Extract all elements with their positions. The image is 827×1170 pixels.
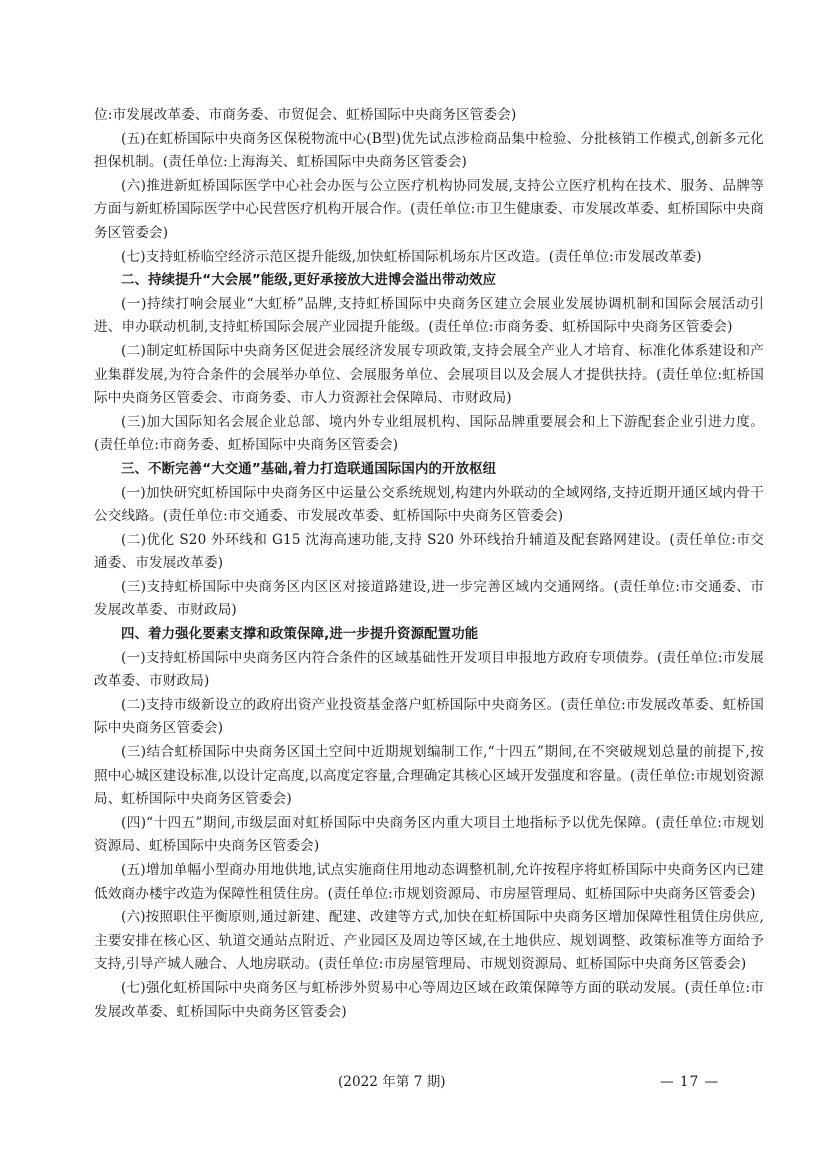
paragraph-item: (三)结合虹桥国际中央商务区国土空间中近期规划编制工作,“十四五”期间,在不突破规划总量的前提下,按照中心城区建设标准,以设计定高度,以高度定容量,合理确定其核心区域开发强度和容量。(责任单位:市规划资源局、虹桥国际中央商务区管委会) [94, 744, 764, 808]
paragraph-continuation: 位:市发展改革委、市商务委、市贸促会、虹桥国际中央商务区管委会) [94, 107, 517, 123]
section-heading: 二、持续提升“大会展”能级,更好承接放大进博会溢出带动效应 [121, 273, 497, 289]
paragraph-item: (四)“十四五”期间,市级层面对虹桥国际中央商务区内重大项目土地指标予以优先保障。(责任单位:市规划资源局、虹桥国际中央商务区管委会) [94, 814, 764, 855]
paragraph-item: (二)制定虹桥国际中央商务区促进会展经济发展专项政策,支持会展全产业人才培育、标准化体系建设和产业集群发展,为符合条件的会展举办单位、会展服务单位、会展项目以及会展人才提供扶持。(责任单位:虹桥国际中央商务区管委会、市商务委、市人力资源社会保障局、市财政局) [94, 342, 764, 407]
paragraph-item: (三)加大国际知名会展企业总部、境内外专业组展机构、国际品牌重要展会和上下游配套企业引进力度。(责任单位:市商务委、虹桥国际中央商务区管委会) [94, 413, 764, 454]
paragraph-item: (一)加快研究虹桥国际中央商务区中运量公交系统规划,构建内外联动的全域网络,支持近期开通区域内骨干公交线路。(责任单位:市交通委、市发展改革委、虹桥国际中央商务区管委会) [94, 484, 764, 525]
section-heading: 三、不断完善“大交通”基础,着力打造联通国际国内的开放枢纽 [121, 461, 497, 477]
paragraph-item: (二)优化 S20 外环线和 G15 沈海高速功能,支持 S20 外环线抬升辅道及配套路网建设。(责任单位:市交通委、市发展改革委) [94, 531, 764, 572]
paragraph-item: (六)按照职住平衡原则,通过新建、配建、改建等方式,加快在虹桥国际中央商务区增加保障性租赁住房供应,主要安排在核心区、轨道交通站点附近、产业园区及周边等区域,在土地供应、规划调整、政策标准等方面给予支持,引导产城人融合、人地房联动。(责任单位:市房屋管理局、市规划资源局、虹桥国际中央商务区管委会) [94, 909, 764, 973]
paragraph-item: (五)在虹桥国际中央商务区保税物流中心(B型)优先试点涉检商品集中检验、分批核销工作模式,创新多元化担保机制。(责任单位:上海海关、虹桥国际中央商务区管委会) [94, 130, 764, 171]
paragraph-item: (七)支持虹桥临空经济示范区提升能级,加快虹桥国际机场东片区改造。(责任单位:市发展改革委) [121, 248, 702, 265]
paragraph-item: (一)支持虹桥国际中央商务区内符合条件的区域基础性开发项目申报地方政府专项债券。(责任单位:市发展改革委、市财政局) [94, 649, 764, 690]
paragraph-item: (一)持续打响会展业“大虹桥”品牌,支持虹桥国际中央商务区建立会展业发展协调机制和国际会展活动引进、申办联动机制,支持虹桥国际会展产业园提升能级。(责任单位:市商务委、虹桥国际中央商务区管委会) [94, 295, 764, 336]
issue-label: (2022 年第 7 期) [338, 1074, 446, 1090]
page-number: — 17 — [660, 1074, 720, 1090]
paragraph-item: (七)强化虹桥国际中央商务区与虹桥涉外贸易中心等周边区域在政策保障等方面的联动发展。(责任单位:市发展改革委、虹桥国际中央商务区管委会) [94, 979, 764, 1020]
document-body [94, 104, 764, 1024]
paragraph-item: (五)增加单幅小型商办用地供地,试点实施商住用地动态调整机制,允许按程序将虹桥国际中央商务区内已建低效商办楼宇改造为保障性租赁住房。(责任单位:市规划资源局、市房屋管理局、虹桥国际中央商务区管委会) [94, 862, 764, 902]
page-footer [0, 1070, 827, 1094]
paragraph-item: (六)推进新虹桥国际医学中心社会办医与公立医疗机构协同发展,支持公立医疗机构在技术、服务、品牌等方面与新虹桥国际医学中心民营医疗机构开展合作。(责任单位:市卫生健康委、市发展改革委、虹桥国际中央商务区管委会) [94, 177, 764, 241]
section-heading: 四、着力强化要素支撑和政策保障,进一步提升资源配置功能 [121, 627, 479, 643]
paragraph-item: (三)支持虹桥国际中央商务区内区区对接道路建设,进一步完善区域内交通网络。(责任单位:市交通委、市发展改革委、市财政局) [94, 578, 764, 619]
paragraph-item: (二)支持市级新设立的政府出资产业投资基金落户虹桥国际中央商务区。(责任单位:市发展改革委、虹桥国际中央商务区管委会) [94, 696, 764, 737]
